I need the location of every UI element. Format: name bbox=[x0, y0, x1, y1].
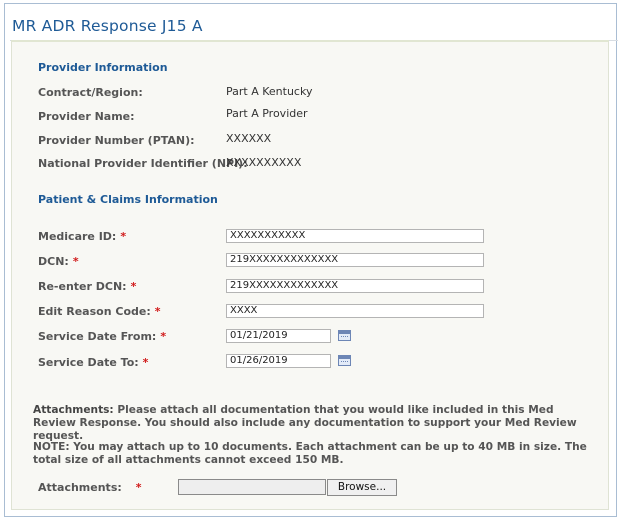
service-date-to-input[interactable] bbox=[226, 354, 331, 368]
required-asterisk: * bbox=[142, 356, 149, 369]
ptan-value: XXXXXX bbox=[226, 132, 272, 145]
provider-info-heading: Provider Information bbox=[38, 61, 168, 74]
required-asterisk: * bbox=[160, 330, 167, 343]
provider-name-value: Part A Provider bbox=[226, 107, 308, 120]
reenter-dcn-label: Re-enter DCN: * bbox=[38, 280, 137, 293]
attachments-instructions: Attachments: Please attach all documentation that you would like included in this Med Review Response. You should also include any documentation to support your Med Review request. bbox=[33, 404, 577, 442]
page-title: MR ADR Response J15 A bbox=[12, 17, 203, 35]
dcn-input[interactable] bbox=[226, 253, 484, 267]
npi-label: National Provider Identifier (NPI): bbox=[38, 157, 248, 170]
provider-name-label: Provider Name: bbox=[38, 110, 135, 123]
edit-reason-code-input[interactable] bbox=[226, 304, 484, 318]
reenter-dcn-input[interactable] bbox=[226, 279, 484, 293]
attachment-file-path[interactable] bbox=[178, 479, 326, 495]
required-asterisk: * bbox=[154, 305, 161, 318]
service-date-to-label: Service Date To: * bbox=[38, 356, 149, 369]
patient-claims-heading: Patient & Claims Information bbox=[38, 193, 218, 206]
browse-button[interactable]: Browse... bbox=[327, 479, 397, 496]
medicare-id-input[interactable] bbox=[226, 229, 484, 243]
contract-region-value: Part A Kentucky bbox=[226, 85, 313, 98]
contract-region-label: Contract/Region: bbox=[38, 86, 143, 99]
dcn-label: DCN: * bbox=[38, 255, 79, 268]
service-date-from-input[interactable] bbox=[226, 329, 331, 343]
required-asterisk: * bbox=[120, 230, 127, 243]
ptan-label: Provider Number (PTAN): bbox=[38, 134, 195, 147]
service-date-from-label: Service Date From: * bbox=[38, 330, 167, 343]
attachments-label: Attachments: * bbox=[38, 481, 142, 494]
attachments-limit-note: NOTE: You may attach up to 10 documents. Each attachment can be up to 40 MB in size. The total size of all attachments cannot exceed 150 MB. bbox=[33, 441, 587, 466]
npi-value: XXXXXXXXXX bbox=[226, 156, 302, 169]
calendar-icon[interactable] bbox=[338, 355, 351, 366]
edit-reason-code-label: Edit Reason Code: * bbox=[38, 305, 161, 318]
required-asterisk: * bbox=[72, 255, 79, 268]
calendar-icon[interactable] bbox=[338, 330, 351, 341]
required-asterisk: * bbox=[130, 280, 137, 293]
required-asterisk: * bbox=[135, 481, 142, 494]
medicare-id-label: Medicare ID: * bbox=[38, 230, 127, 243]
